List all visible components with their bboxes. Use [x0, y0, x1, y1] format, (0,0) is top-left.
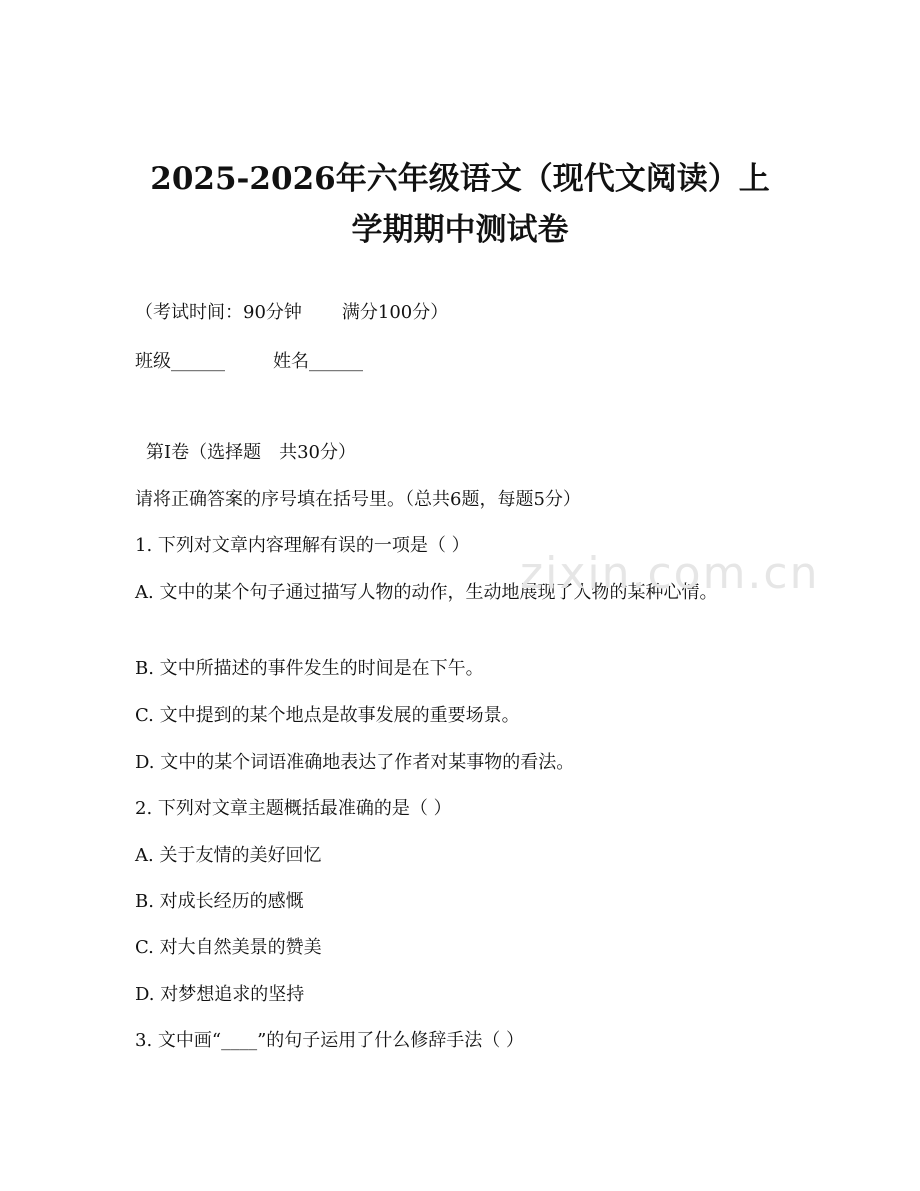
exam-title-line-2: 学期期中测试卷 — [351, 212, 569, 248]
exam-time: （考试时间：90分钟 — [135, 302, 302, 323]
question-3-stem: 3. 文中画“____”的句子运用了什么修辞手法（ ） — [135, 1030, 525, 1051]
name-field-label: 姓名______ — [273, 351, 363, 372]
question-2-option-c: C. 对大自然美景的赞美 — [135, 937, 322, 958]
watermark: zixin.com.cn — [520, 548, 820, 599]
question-1-option-b: B. 文中所描述的事件发生的时间是在下午。 — [135, 658, 484, 679]
exam-title-line-1: 2025-2026年六年级语文（现代文阅读）上 — [150, 161, 770, 197]
class-field-label: 班级______ — [135, 351, 225, 372]
question-1-option-a: A. 文中的某个句子通过描写人物的动作，生动地展现了人物的某种心情。 — [135, 582, 718, 603]
student-info — [135, 347, 785, 377]
question-1-option-c: C. 文中提到的某个地点是故事发展的重要场景。 — [135, 705, 520, 726]
exam-meta — [135, 298, 785, 328]
question-2-option-d: D. 对梦想追求的坚持 — [135, 984, 305, 1005]
question-1-option-d: D. 文中的某个词语准确地表达了作者对某事物的看法。 — [135, 752, 575, 773]
question-2-option-a: A. 关于友情的美好回忆 — [135, 845, 322, 866]
section-instruction: 请将正确答案的序号填在括号里。（总共6题，每题5分） — [135, 489, 581, 510]
section-heading: 第Ⅰ卷（选择题 共30分） — [146, 442, 357, 463]
question-2-stem: 2. 下列对文章主题概括最准确的是（ ） — [135, 798, 452, 819]
question-1-stem: 1. 下列对文章内容理解有误的一项是（ ） — [135, 535, 470, 556]
question-2-option-b: B. 对成长经历的感慨 — [135, 891, 304, 912]
exam-full-score: 满分100分） — [341, 302, 449, 323]
